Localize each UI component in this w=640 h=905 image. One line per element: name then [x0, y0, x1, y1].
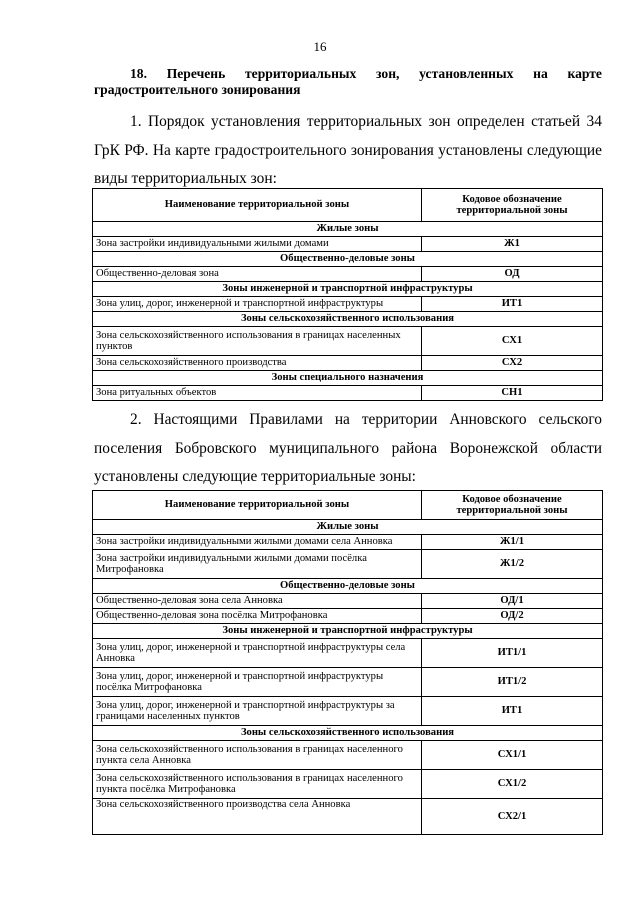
word: градостроительного — [214, 141, 347, 159]
word: зонирования — [350, 141, 434, 159]
zone-group-row — [93, 520, 603, 535]
zone-code-cell: СХ1/1 — [422, 741, 603, 770]
zone-code-cell: ИТ1/2 — [422, 668, 603, 697]
zone-group-row — [93, 282, 603, 297]
table-row — [93, 267, 603, 282]
zone-code-cell: СН1 — [422, 386, 603, 401]
table-row — [93, 594, 603, 609]
word: статьей — [531, 113, 581, 130]
zone-name-cell: Зона улиц, дорог, инженерной и транспортной инфраструктуры села Анновка — [93, 639, 422, 668]
zone-group-title: Зоны инженерной и транспортной инфраструктуры — [93, 624, 603, 639]
zone-code-cell: ИТ1 — [422, 697, 603, 726]
zones-table-1 — [92, 188, 603, 401]
section-heading — [94, 66, 602, 98]
paragraph-line — [94, 108, 602, 137]
word: Порядок — [148, 113, 205, 130]
word: муниципального — [269, 439, 380, 457]
column-header-code: Кодовое обозначение территориальной зоны — [422, 189, 603, 222]
page-number: 16 — [313, 39, 327, 54]
zone-group-row — [93, 371, 603, 386]
table-row — [93, 770, 603, 799]
heading-word: 18. — [130, 66, 147, 81]
zone-group-row — [93, 222, 603, 237]
zone-code-cell: ИТ1/1 — [422, 639, 603, 668]
heading-line-2: градостроительного зонирования — [94, 82, 301, 97]
paragraph-2 — [94, 406, 602, 492]
table-row — [93, 799, 603, 835]
word: 1. — [130, 113, 142, 130]
zone-name-cell: Зона сельскохозяйственного использования в границах населенных пунктов — [93, 327, 422, 356]
word: Настоящими — [153, 411, 238, 428]
zone-code-cell: Ж1/2 — [422, 550, 603, 579]
zone-group-title: Зоны сельскохозяйственного использования — [93, 726, 603, 741]
zone-code-cell: СХ1/2 — [422, 770, 603, 799]
word: Бобровского — [174, 439, 257, 457]
paragraph-line: установлены следующие территориальные зоны: — [94, 468, 416, 485]
word: следующие — [526, 141, 602, 159]
word: определен — [456, 113, 525, 130]
table-row — [93, 609, 603, 624]
table-row — [93, 297, 603, 312]
zone-name-cell: Зона застройки индивидуальными жилыми домами села Анновка — [93, 535, 422, 550]
zone-code-cell: СХ2 — [422, 356, 603, 371]
word: территории — [361, 411, 438, 428]
heading-word: Перечень — [166, 66, 226, 81]
word: района — [391, 439, 438, 457]
zone-name-cell: Зона улиц, дорог, инженерной и транспортной инфраструктуры посёлка Митрофановка — [93, 668, 422, 697]
word: На — [152, 141, 171, 159]
zone-group-title: Зоны сельскохозяйственного использования — [93, 312, 603, 327]
word: поселения — [94, 439, 163, 457]
zone-group-title: Жилые зоны — [93, 222, 603, 237]
zone-name-cell: Зона застройки индивидуальными жилыми домами посёлка Митрофановка — [93, 550, 422, 579]
zone-name-cell: Зона сельскохозяйственного использования в границах населенного пункта посёлка Митрофановка — [93, 770, 422, 799]
word: 34 — [586, 113, 602, 130]
table-row — [93, 550, 603, 579]
zone-name-cell: Зона ритуальных объектов — [93, 386, 422, 401]
word: Анновского — [449, 411, 527, 428]
word: Правилами — [249, 411, 323, 428]
word: территориальных — [306, 113, 423, 130]
heading-word: территориальных — [245, 66, 357, 81]
zone-group-title: Зоны инженерной и транспортной инфраструктуры — [93, 282, 603, 297]
zone-code-cell: СХ2/1 — [422, 799, 603, 835]
word: установления — [211, 113, 301, 130]
zone-code-cell: Ж1 — [422, 237, 603, 252]
paragraph-line: виды территориальных зон: — [94, 170, 277, 187]
paragraph-1 — [94, 108, 602, 194]
paragraph-line — [94, 406, 602, 435]
zone-group-row — [93, 726, 603, 741]
zone-code-cell: Ж1/1 — [422, 535, 603, 550]
column-header-code: Кодовое обозначение территориальной зоны — [422, 491, 603, 520]
table-row — [93, 668, 603, 697]
zone-code-cell: ОД/2 — [422, 609, 603, 624]
word: карте — [175, 141, 211, 159]
zone-group-row — [93, 579, 603, 594]
column-header-name: Наименование территориальной зоны — [93, 491, 422, 520]
word: зон — [428, 113, 451, 130]
zone-name-cell: Зона сельскохозяйственного использования в границах населенного пункта села Анновка — [93, 741, 422, 770]
table-row — [93, 535, 603, 550]
table-row — [93, 327, 603, 356]
zone-group-title: Жилые зоны — [93, 520, 603, 535]
heading-word: зон, — [376, 66, 400, 81]
zone-group-title: Зоны специального назначения — [93, 371, 603, 386]
word: Воронежской — [449, 439, 538, 457]
table-row — [93, 237, 603, 252]
zone-group-title: Общественно-деловые зоны — [93, 252, 603, 267]
zone-group-row — [93, 312, 603, 327]
table-row — [93, 741, 603, 770]
zone-name-cell: Общественно-деловая зона села Анновка — [93, 594, 422, 609]
zone-name-cell: Зона сельскохозяйственного производства — [93, 356, 422, 371]
table-row — [93, 386, 603, 401]
heading-word: карте — [567, 66, 602, 81]
zones-table-2 — [92, 490, 603, 835]
zone-name-cell: Зона улиц, дорог, инженерной и транспортной инфраструктуры за границами населенных пунктов — [93, 697, 422, 726]
zone-code-cell: ОД/1 — [422, 594, 603, 609]
zone-name-cell: Общественно-деловая зона — [93, 267, 422, 282]
zone-group-title: Общественно-деловые зоны — [93, 579, 603, 594]
word: РФ. — [124, 141, 149, 159]
zone-name-cell: Зона застройки индивидуальными жилыми домами — [93, 237, 422, 252]
zone-code-cell: ОД — [422, 267, 603, 282]
table-row — [93, 356, 603, 371]
zone-name-cell: Зона улиц, дорог, инженерной и транспортной инфраструктуры — [93, 297, 422, 312]
table-row — [93, 697, 603, 726]
zone-name-cell: Общественно-деловая зона посёлка Митрофановка — [93, 609, 422, 624]
word: области — [550, 439, 602, 457]
heading-word: установленных — [419, 66, 514, 81]
heading-line-1 — [94, 66, 602, 82]
zone-group-row — [93, 252, 603, 267]
zone-code-cell: СХ1 — [422, 327, 603, 356]
table-row — [93, 639, 603, 668]
paragraph-line — [94, 435, 602, 464]
word: сельского — [538, 411, 602, 428]
zone-name-cell: Зона сельскохозяйственного производства села Анновка — [93, 799, 422, 835]
word: ГрК — [94, 141, 120, 159]
zone-code-cell: ИТ1 — [422, 297, 603, 312]
word: 2. — [130, 411, 142, 428]
word: установлены — [438, 141, 523, 159]
zone-group-row — [93, 624, 603, 639]
heading-word: на — [533, 66, 548, 81]
paragraph-line — [94, 137, 602, 166]
column-header-name: Наименование территориальной зоны — [93, 189, 422, 222]
word: на — [334, 411, 350, 428]
